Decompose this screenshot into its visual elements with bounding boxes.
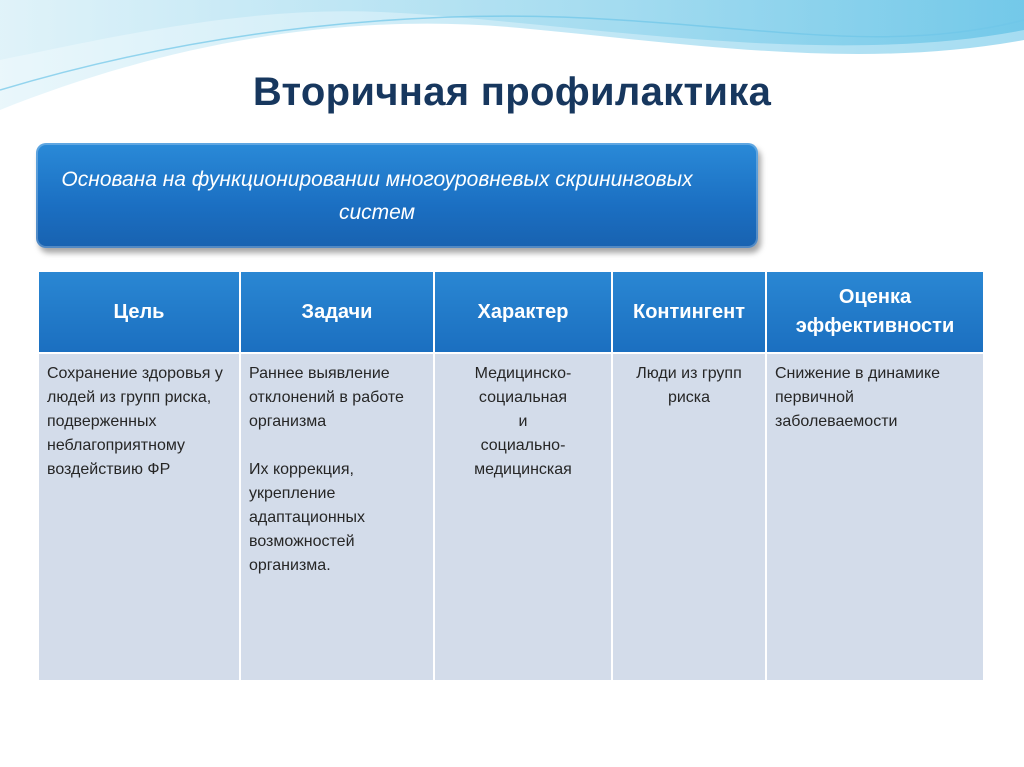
tasks-text-1: Раннее выявление отклонений в работе организма (249, 365, 404, 430)
header-contingent: Контингент (612, 271, 766, 353)
header-goal: Цель (38, 271, 240, 353)
header-nature: Характер (434, 271, 612, 353)
nature-text-1: Медицинско-социальная (474, 365, 572, 406)
cell-goal (38, 353, 240, 681)
callout-box (36, 143, 758, 248)
header-tasks: Задачи (240, 271, 434, 353)
evaluation-text: Снижение в динамике первичной заболеваемости (775, 365, 941, 430)
goal-text: Сохранение здоровья у людей из групп риска, подверженных неблагоприятному воздействию ФР (47, 365, 223, 478)
header-evaluation: Оценка эффективности (766, 271, 984, 353)
prevention-table (37, 270, 985, 682)
table-row (38, 353, 984, 681)
cell-tasks (240, 353, 434, 681)
table-header-row (38, 271, 984, 353)
cell-evaluation (766, 353, 984, 681)
callout-text: Основана на функционировании многоуровневых скрининговых систем (61, 167, 693, 224)
nature-text-and: и (518, 413, 528, 430)
contingent-text: Люди из групп риска (636, 365, 742, 406)
slide-title: Вторичная профилактика (252, 70, 772, 114)
nature-text-2: социально-медицинская (474, 437, 572, 478)
cell-contingent (612, 353, 766, 681)
cell-nature (434, 353, 612, 681)
tasks-text-2: Их коррекция, укрепление адаптационных возможностей организма. (249, 461, 366, 574)
